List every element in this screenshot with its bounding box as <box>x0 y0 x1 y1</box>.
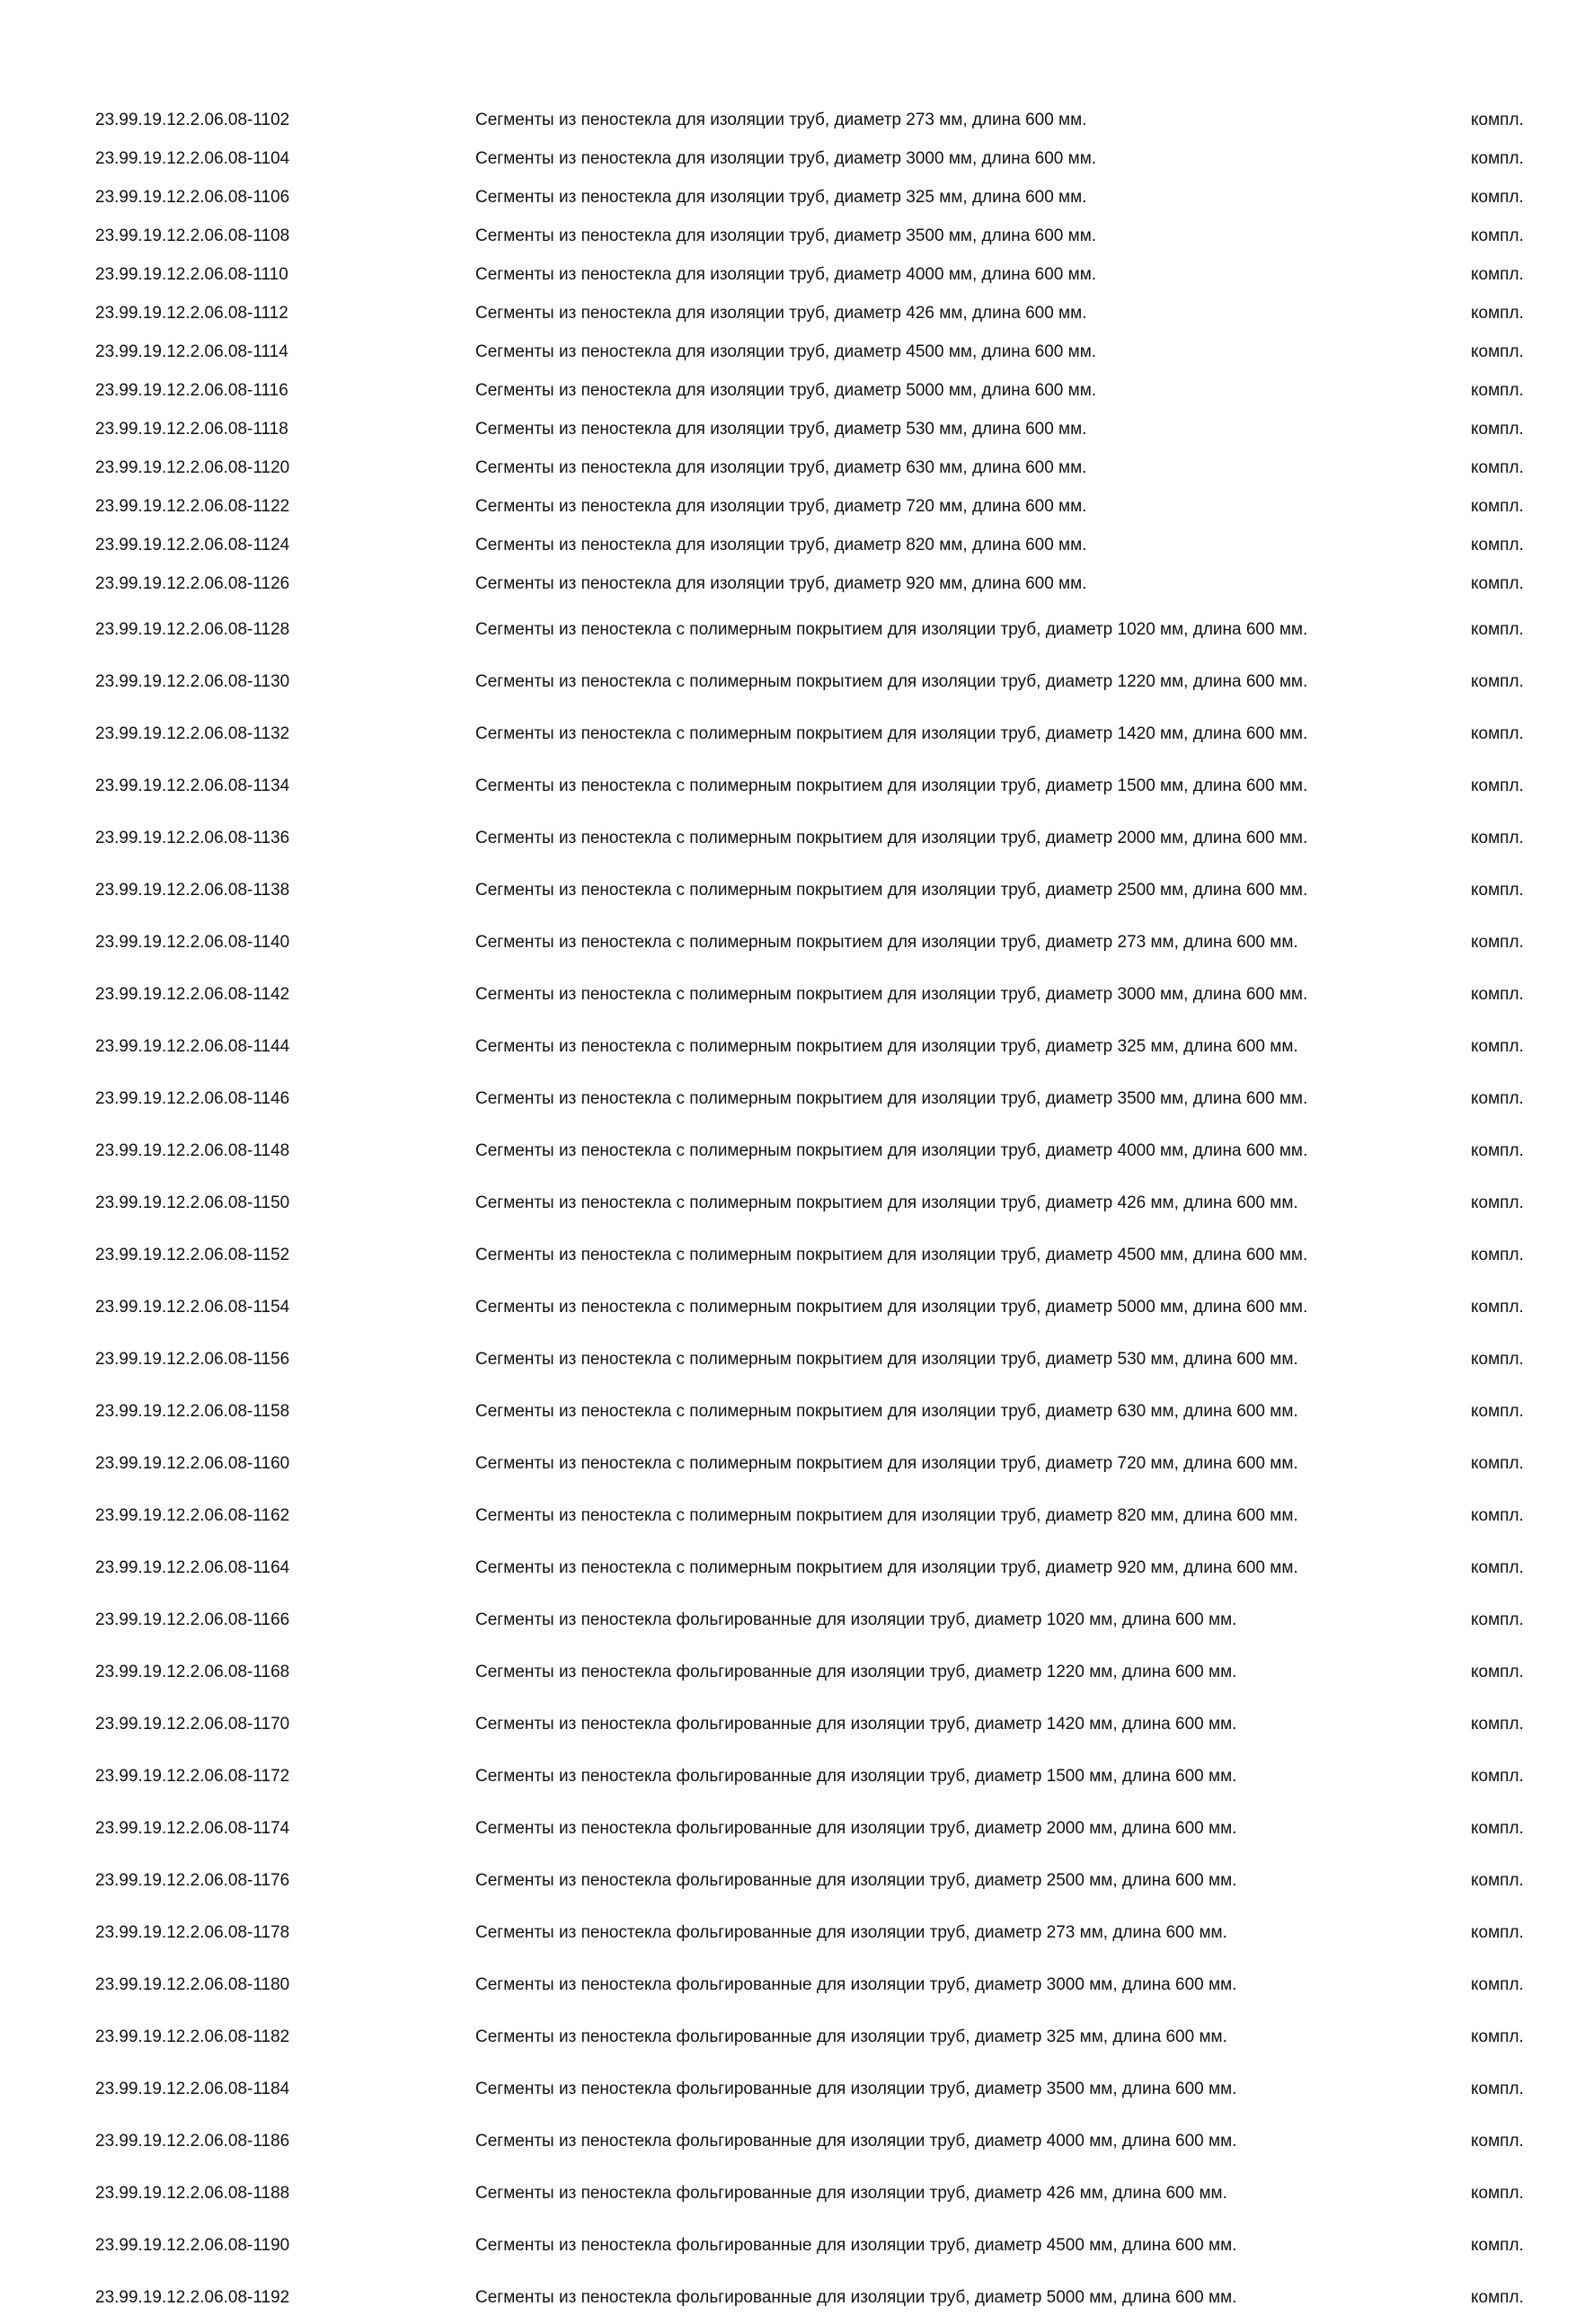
item-unit: компл. <box>1471 619 1524 639</box>
item-unit: компл. <box>1471 880 1524 900</box>
item-unit: компл. <box>1471 304 1524 324</box>
table-row <box>0 527 1576 565</box>
item-description: Сегменты из пеностекла с полимерным покрытием для изоляции труб, диаметр 920 мм, длина 600 мм. <box>475 1557 1298 1577</box>
item-unit: компл. <box>1471 2027 1524 2046</box>
item-description: Сегменты из пеностекла с полимерным покрытием для изоляции труб, диаметр 3500 мм, длина 600 мм. <box>475 1088 1308 1108</box>
table-row <box>0 2220 1576 2272</box>
item-unit: компл. <box>1471 342 1524 362</box>
item-unit: компл. <box>1471 458 1524 478</box>
item-description: Сегменты из пеностекла с полимерным покрытием для изоляции труб, диаметр 426 мм, длина 600 мм. <box>475 1193 1298 1212</box>
table-row <box>0 1803 1576 1855</box>
table-row <box>0 917 1576 969</box>
item-code: 23.99.19.12.2.06.08-1110 <box>95 265 288 285</box>
item-unit: компл. <box>1471 1922 1524 1942</box>
item-description: Сегменты из пеностекла фольгированные для изоляции труб, диаметр 3000 мм, длина 600 мм. <box>475 1974 1237 1994</box>
item-code: 23.99.19.12.2.06.08-1164 <box>95 1557 290 1577</box>
item-description: Сегменты из пеностекла с полимерным покрытием для изоляции труб, диаметр 2000 мм, длина 600 мм. <box>475 828 1308 847</box>
table-row <box>0 333 1576 372</box>
item-code: 23.99.19.12.2.06.08-1134 <box>95 776 290 795</box>
item-description: Сегменты из пеностекла для изоляции труб, диаметр 4500 мм, длина 600 мм. <box>475 342 1097 362</box>
item-unit: компл. <box>1471 265 1524 285</box>
item-code: 23.99.19.12.2.06.08-1172 <box>95 1766 290 1786</box>
item-unit: компл. <box>1471 1453 1524 1473</box>
table-row <box>0 449 1576 488</box>
item-description: Сегменты из пеностекла для изоляции труб, диаметр 273 мм, длина 600 мм. <box>475 111 1087 130</box>
item-description: Сегменты из пеностекла с полимерным покрытием для изоляции труб, диаметр 2500 мм, длина 600 мм. <box>475 880 1308 900</box>
item-code: 23.99.19.12.2.06.08-1148 <box>95 1140 290 1160</box>
table-row <box>0 140 1576 179</box>
item-code: 23.99.19.12.2.06.08-1170 <box>95 1714 290 1734</box>
item-unit: компл. <box>1471 723 1524 743</box>
item-code: 23.99.19.12.2.06.08-1102 <box>95 111 290 130</box>
item-description: Сегменты из пеностекла с полимерным покрытием для изоляции труб, диаметр 820 мм, длина 600 мм. <box>475 1505 1298 1525</box>
item-description: Сегменты из пеностекла фольгированные для изоляции труб, диаметр 2000 мм, длина 600 мм. <box>475 1818 1237 1838</box>
item-code: 23.99.19.12.2.06.08-1184 <box>95 2079 290 2098</box>
item-unit: компл. <box>1471 497 1524 517</box>
item-unit: компл. <box>1471 574 1524 594</box>
table-row <box>0 102 1576 140</box>
item-description: Сегменты из пеностекла фольгированные для изоляции труб, диаметр 1500 мм, длина 600 мм. <box>475 1766 1237 1786</box>
item-code: 23.99.19.12.2.06.08-1144 <box>95 1036 290 1056</box>
item-unit: компл. <box>1471 1193 1524 1212</box>
item-description: Сегменты из пеностекла для изоляции труб, диаметр 820 мм, длина 600 мм. <box>475 536 1087 555</box>
table-row <box>0 1177 1576 1229</box>
item-code: 23.99.19.12.2.06.08-1126 <box>95 574 290 594</box>
item-unit: компл. <box>1471 1870 1524 1890</box>
table-row <box>0 179 1576 217</box>
table-row <box>0 2168 1576 2220</box>
item-unit: компл. <box>1471 111 1524 130</box>
item-unit: компл. <box>1471 2235 1524 2255</box>
item-code: 23.99.19.12.2.06.08-1124 <box>95 536 290 555</box>
item-unit: компл. <box>1471 932 1524 952</box>
item-description: Сегменты из пеностекла с полимерным покрытием для изоляции труб, диаметр 1500 мм, длина 600 мм. <box>475 776 1308 795</box>
item-code: 23.99.19.12.2.06.08-1122 <box>95 497 290 517</box>
table-row <box>0 708 1576 760</box>
item-description: Сегменты из пеностекла фольгированные для изоляции труб, диаметр 2500 мм, длина 600 мм. <box>475 1870 1237 1890</box>
item-code: 23.99.19.12.2.06.08-1142 <box>95 984 290 1004</box>
item-unit: компл. <box>1471 2287 1524 2307</box>
item-description: Сегменты из пеностекла с полимерным покрытием для изоляции труб, диаметр 530 мм, длина 600 мм. <box>475 1349 1298 1369</box>
table-row <box>0 812 1576 865</box>
item-code: 23.99.19.12.2.06.08-1130 <box>95 671 290 691</box>
table-row <box>0 1334 1576 1386</box>
item-code: 23.99.19.12.2.06.08-1120 <box>95 458 290 478</box>
item-description: Сегменты из пеностекла с полимерным покрытием для изоляции труб, диаметр 1420 мм, длина 600 мм. <box>475 723 1308 743</box>
item-description: Сегменты из пеностекла с полимерным покрытием для изоляции труб, диаметр 3000 мм, длина 600 мм. <box>475 984 1308 1004</box>
item-description: Сегменты из пеностекла фольгированные для изоляции труб, диаметр 426 мм, длина 600 мм. <box>475 2183 1227 2203</box>
item-code: 23.99.19.12.2.06.08-1158 <box>95 1401 290 1421</box>
item-unit: компл. <box>1471 1297 1524 1317</box>
item-code: 23.99.19.12.2.06.08-1146 <box>95 1088 290 1108</box>
table-row <box>0 656 1576 708</box>
item-unit: компл. <box>1471 1245 1524 1264</box>
table-row <box>0 411 1576 449</box>
table-row <box>0 1751 1576 1803</box>
table-row <box>0 1073 1576 1125</box>
item-unit: компл. <box>1471 188 1524 208</box>
item-unit: компл. <box>1471 1140 1524 1160</box>
item-code: 23.99.19.12.2.06.08-1104 <box>95 149 290 169</box>
item-description: Сегменты из пеностекла для изоляции труб, диаметр 920 мм, длина 600 мм. <box>475 574 1087 594</box>
item-description: Сегменты из пеностекла с полимерным покрытием для изоляции труб, диаметр 1220 мм, длина 600 мм. <box>475 671 1308 691</box>
item-unit: компл. <box>1471 1088 1524 1108</box>
item-unit: компл. <box>1471 1505 1524 1525</box>
item-unit: компл. <box>1471 536 1524 555</box>
table-row <box>0 604 1576 656</box>
item-unit: компл. <box>1471 2131 1524 2151</box>
item-description: Сегменты из пеностекла с полимерным покрытием для изоляции труб, диаметр 4000 мм, длина 600 мм. <box>475 1140 1308 1160</box>
item-description: Сегменты из пеностекла фольгированные для изоляции труб, диаметр 5000 мм, длина 600 мм. <box>475 2287 1237 2307</box>
item-unit: компл. <box>1471 828 1524 847</box>
table-row <box>0 1594 1576 1646</box>
table-row <box>0 1438 1576 1490</box>
item-description: Сегменты из пеностекла для изоляции труб, диаметр 630 мм, длина 600 мм. <box>475 458 1087 478</box>
item-description: Сегменты из пеностекла фольгированные для изоляции труб, диаметр 4500 мм, длина 600 мм. <box>475 2235 1237 2255</box>
item-code: 23.99.19.12.2.06.08-1174 <box>95 1818 290 1838</box>
item-code: 23.99.19.12.2.06.08-1166 <box>95 1610 290 1629</box>
item-description: Сегменты из пеностекла для изоляции труб, диаметр 5000 мм, длина 600 мм. <box>475 381 1097 401</box>
table-row <box>0 1959 1576 2011</box>
item-code: 23.99.19.12.2.06.08-1182 <box>95 2027 290 2046</box>
item-unit: компл. <box>1471 226 1524 246</box>
table-row <box>0 1490 1576 1542</box>
item-unit: компл. <box>1471 1974 1524 1994</box>
item-code: 23.99.19.12.2.06.08-1176 <box>95 1870 290 1890</box>
item-code: 23.99.19.12.2.06.08-1118 <box>95 420 288 439</box>
table-row <box>0 969 1576 1021</box>
item-description: Сегменты из пеностекла фольгированные для изоляции труб, диаметр 325 мм, длина 600 мм. <box>475 2027 1227 2046</box>
item-code: 23.99.19.12.2.06.08-1132 <box>95 723 290 743</box>
item-code: 23.99.19.12.2.06.08-1114 <box>95 342 288 362</box>
table-row <box>0 217 1576 256</box>
item-description: Сегменты из пеностекла фольгированные для изоляции труб, диаметр 1420 мм, длина 600 мм. <box>475 1714 1237 1734</box>
item-description: Сегменты из пеностекла фольгированные для изоляции труб, диаметр 1020 мм, длина 600 мм. <box>475 1610 1237 1629</box>
item-code: 23.99.19.12.2.06.08-1188 <box>95 2183 290 2203</box>
item-code: 23.99.19.12.2.06.08-1136 <box>95 828 290 847</box>
item-description: Сегменты из пеностекла с полимерным покрытием для изоляции труб, диаметр 720 мм, длина 600 мм. <box>475 1453 1298 1473</box>
item-code: 23.99.19.12.2.06.08-1154 <box>95 1297 290 1317</box>
item-description: Сегменты из пеностекла с полимерным покрытием для изоляции труб, диаметр 630 мм, длина 600 мм. <box>475 1401 1298 1421</box>
item-unit: компл. <box>1471 671 1524 691</box>
table-row <box>0 2011 1576 2063</box>
table-row <box>0 256 1576 295</box>
table-row <box>0 1542 1576 1594</box>
item-code: 23.99.19.12.2.06.08-1150 <box>95 1193 290 1212</box>
item-description: Сегменты из пеностекла фольгированные для изоляции труб, диаметр 4000 мм, длина 600 мм. <box>475 2131 1237 2151</box>
item-description: Сегменты из пеностекла для изоляции труб, диаметр 325 мм, длина 600 мм. <box>475 188 1087 208</box>
item-description: Сегменты из пеностекла для изоляции труб, диаметр 426 мм, длина 600 мм. <box>475 304 1087 324</box>
table-row <box>0 1282 1576 1334</box>
table-row <box>0 1125 1576 1177</box>
item-unit: компл. <box>1471 1349 1524 1369</box>
item-unit: компл. <box>1471 776 1524 795</box>
item-description: Сегменты из пеностекла фольгированные для изоляции труб, диаметр 1220 мм, длина 600 мм. <box>475 1662 1237 1681</box>
item-description: Сегменты из пеностекла с полимерным покрытием для изоляции труб, диаметр 5000 мм, длина 600 мм. <box>475 1297 1308 1317</box>
item-unit: компл. <box>1471 1662 1524 1681</box>
item-code: 23.99.19.12.2.06.08-1116 <box>95 381 288 401</box>
table-row <box>0 1907 1576 1959</box>
item-unit: компл. <box>1471 1818 1524 1838</box>
item-description: Сегменты из пеностекла фольгированные для изоляции труб, диаметр 273 мм, длина 600 мм. <box>475 1922 1227 1942</box>
item-unit: компл. <box>1471 381 1524 401</box>
item-unit: компл. <box>1471 1036 1524 1056</box>
item-unit: компл. <box>1471 1401 1524 1421</box>
item-unit: компл. <box>1471 2183 1524 2203</box>
table-row <box>0 865 1576 917</box>
item-code: 23.99.19.12.2.06.08-1112 <box>95 304 288 324</box>
item-description: Сегменты из пеностекла для изоляции труб, диаметр 4000 мм, длина 600 мм. <box>475 265 1097 285</box>
item-code: 23.99.19.12.2.06.08-1152 <box>95 1245 290 1264</box>
item-description: Сегменты из пеностекла для изоляции труб, диаметр 720 мм, длина 600 мм. <box>475 497 1087 517</box>
item-code: 23.99.19.12.2.06.08-1192 <box>95 2287 290 2307</box>
table-row <box>0 372 1576 411</box>
table-row <box>0 1386 1576 1438</box>
item-code: 23.99.19.12.2.06.08-1128 <box>95 619 290 639</box>
item-unit: компл. <box>1471 984 1524 1004</box>
item-unit: компл. <box>1471 1557 1524 1577</box>
table-row <box>0 1699 1576 1751</box>
table-row <box>0 1646 1576 1699</box>
item-code: 23.99.19.12.2.06.08-1106 <box>95 188 290 208</box>
table-row <box>0 2116 1576 2168</box>
table-row <box>0 565 1576 604</box>
item-code: 23.99.19.12.2.06.08-1160 <box>95 1453 290 1473</box>
table-row <box>0 295 1576 333</box>
item-unit: компл. <box>1471 1610 1524 1629</box>
item-unit: компл. <box>1471 1766 1524 1786</box>
item-code: 23.99.19.12.2.06.08-1186 <box>95 2131 290 2151</box>
item-description: Сегменты из пеностекла с полимерным покрытием для изоляции труб, диаметр 325 мм, длина 600 мм. <box>475 1036 1298 1056</box>
item-unit: компл. <box>1471 1714 1524 1734</box>
item-code: 23.99.19.12.2.06.08-1138 <box>95 880 290 900</box>
item-description: Сегменты из пеностекла для изоляции труб, диаметр 530 мм, длина 600 мм. <box>475 420 1087 439</box>
table-row <box>0 760 1576 812</box>
item-code: 23.99.19.12.2.06.08-1178 <box>95 1922 290 1942</box>
item-code: 23.99.19.12.2.06.08-1190 <box>95 2235 290 2255</box>
item-code: 23.99.19.12.2.06.08-1140 <box>95 932 290 952</box>
table-row <box>0 488 1576 527</box>
item-code: 23.99.19.12.2.06.08-1162 <box>95 1505 290 1525</box>
table-row <box>0 2272 1576 2324</box>
table-row <box>0 2063 1576 2116</box>
item-code: 23.99.19.12.2.06.08-1108 <box>95 226 290 246</box>
item-description: Сегменты из пеностекла с полимерным покрытием для изоляции труб, диаметр 4500 мм, длина 600 мм. <box>475 1245 1308 1264</box>
item-unit: компл. <box>1471 420 1524 439</box>
item-code: 23.99.19.12.2.06.08-1180 <box>95 1974 290 1994</box>
item-description: Сегменты из пеностекла для изоляции труб, диаметр 3000 мм, длина 600 мм. <box>475 149 1097 169</box>
item-unit: компл. <box>1471 2079 1524 2098</box>
item-code: 23.99.19.12.2.06.08-1156 <box>95 1349 290 1369</box>
item-description: Сегменты из пеностекла с полимерным покрытием для изоляции труб, диаметр 1020 мм, длина 600 мм. <box>475 619 1308 639</box>
item-description: Сегменты из пеностекла с полимерным покрытием для изоляции труб, диаметр 273 мм, длина 600 мм. <box>475 932 1298 952</box>
item-unit: компл. <box>1471 149 1524 169</box>
item-description: Сегменты из пеностекла фольгированные для изоляции труб, диаметр 3500 мм, длина 600 мм. <box>475 2079 1237 2098</box>
item-description: Сегменты из пеностекла для изоляции труб, диаметр 3500 мм, длина 600 мм. <box>475 226 1097 246</box>
table-row <box>0 1229 1576 1282</box>
table-row <box>0 1855 1576 1907</box>
item-code: 23.99.19.12.2.06.08-1168 <box>95 1662 290 1681</box>
table-row <box>0 1021 1576 1073</box>
